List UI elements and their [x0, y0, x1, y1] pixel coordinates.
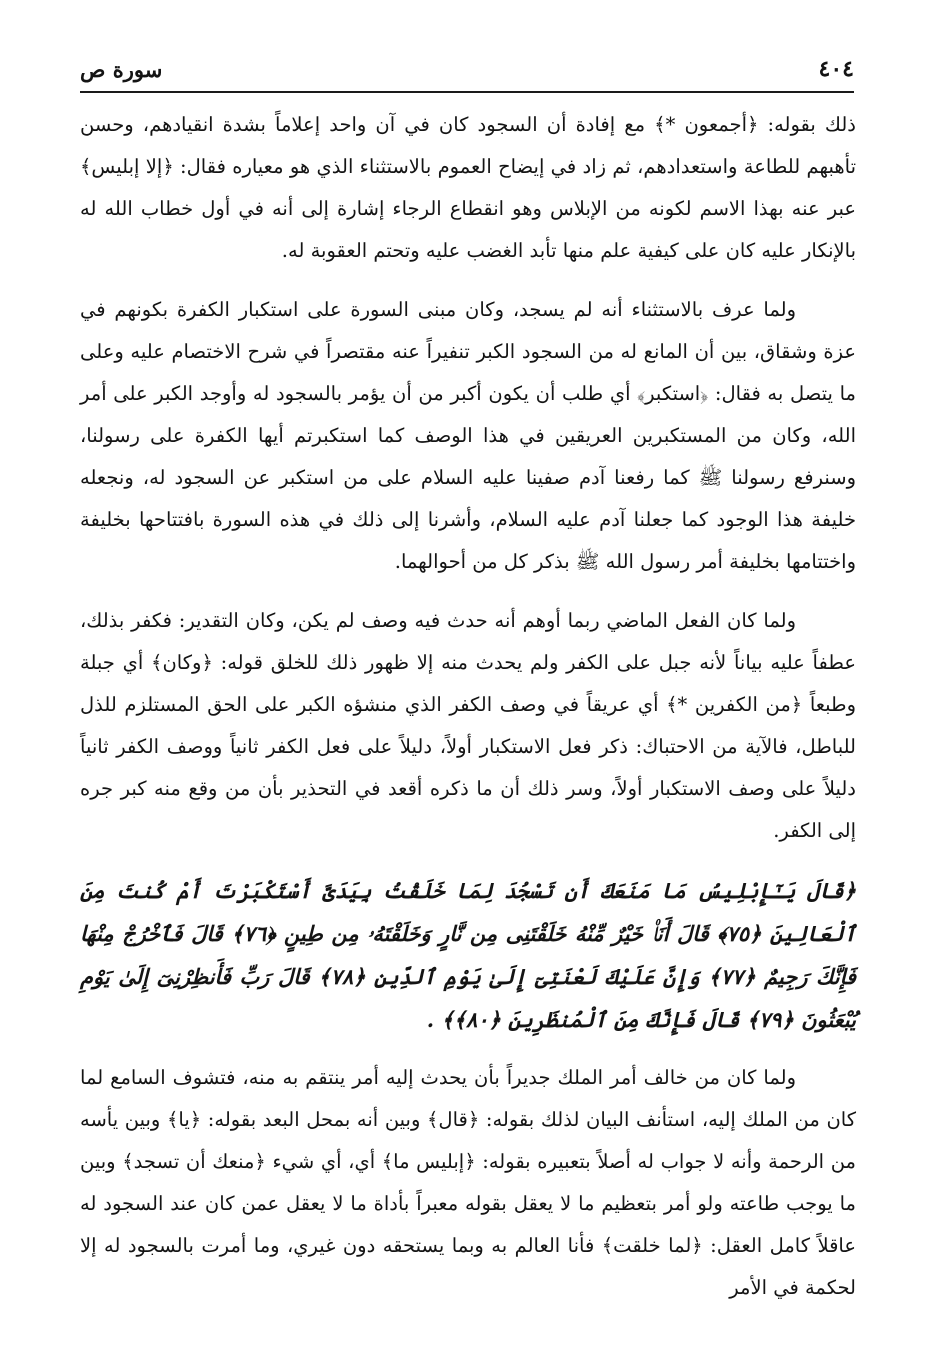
body-text	[80, 104, 856, 1326]
header-rule	[80, 91, 854, 93]
paragraph-2: ولما عرف بالاستثناء أنه لم يسجد، وكان مبنى السورة على استكبار الكفرة بكونهم في عزة وشقاق، بين أن المانع له من السجود الكبر تنفيراً عنه مقتصراً في شرح الاختصام عليه وعلى ما يتصل به فقال: ﴿استكبر﴾ أي طلب أن يكون أكبر من أن يؤمر بالسجود له وأوجد الكبر على أمر الله، وكان من المستكبرين العريقين في هذا الوصف كما استكبرتم أيها الكفرة على رسولنا، وسنرفع رسولنا ﷺ كما رفعنا آدم صفينا عليه السلام على من استكبر عن السجود له، ونجعله خليفة هذا الوجود كما جعلنا آدم عليه السلام، وأشرنا إلى ذلك في هذه السورة بافتتاحها بخليفة واختتامها بخليفة أمر رسول الله ﷺ بذكر كل من أحوالهما.	[80, 298, 856, 573]
running-head	[80, 52, 854, 86]
paragraph-1: ذلك بقوله: ﴿أجمعون *﴾ مع إفادة أن السجود كان في آن واحد إعلاماً بشدة انقيادهم، وحسن تأهبهم للطاعة واستعدادهم، ثم زاد في إيضاح العموم بالاستثناء الذي هو معياره فقال: ﴿إلا إبليس﴾ عبر عنه بهذا الاسم لكونه من الإبلاس وهو انقطاع الرجاء إشارة إلى أنه في أول خطاب الله له بالإنكار عليه كان على كيفية علم منها تأبد الغضب عليه وتحتم العقوبة له.	[80, 113, 856, 262]
surah-name: سورة ص	[80, 56, 163, 82]
page-number: ٤٠٤	[818, 56, 854, 82]
quran-verses: ﴿قَالَ يَـٰٓإِبْلِيسُ مَا مَنَعَكَ أَن تَسْجُدَ لِمَا خَلَقْتُ بِيَدَىَّ أَسْتَكْبَرْتَ أَمْ كُنتَ مِنَ ٱلْعَالِينَ ﴿٧٥﴾ قَالَ أَنَا۠ خَيْرٌ مِّنْهُ خَلَقْتَنِى مِن نَّارٍ وَخَلَقْتَهُۥ مِن طِينٍ ﴿٧٦﴾ قَالَ فَٱخْرُجْ مِنْهَا فَإِنَّكَ رَجِيمٌ ﴿٧٧﴾ وَإِنَّ عَلَيْكَ لَعْنَتِىٓ إِلَىٰ يَوْمِ ٱلدِّينِ ﴿٧٨﴾ قَالَ رَبِّ فَأَنظِرْنِىٓ إِلَىٰ يَوْمِ يُبْعَثُونَ ﴿٧٩﴾ قَالَ فَإِنَّكَ مِنَ ٱلْمُنظَرِينَ ﴿٨٠﴾﴾ .	[80, 878, 857, 1032]
paragraph-3: ولما كان الفعل الماضي ربما أوهم أنه حدث فيه وصف لم يكن، وكان التقدير: فكفر بذلك، عطفاً عليه بياناً لأنه جبل على الكفر ولم يحدث منه إلا ظهور ذلك للخلق قوله: ﴿وكان﴾ أي جبلة وطبعاً ﴿من الكفرين *﴾ أي عريقاً في وصف الكفر الذي منشؤه الكبر على الحق المستلزم للذل للباطل، فالآية من الاحتباك: ذكر فعل الاستكبار أولاً، دليلاً على فعل الكفر ثانياً ووصف الكفر ثانياً دليلاً على وصف الاستكبار أولاً، وسر ذلك أن ما ذكره أقعد في التحذير بأن من وقع منه كبر جره إلى الكفر.	[80, 609, 856, 842]
paragraph-4: ولما كان من خالف أمر الملك جديراً بأن يحدث إليه أمر ينتقم به منه، فتشوف السامع لما كان من الملك إليه، استأنف البيان لذلك بقوله: ﴿قال﴾ وبين أنه بمحل البعد بقوله: ﴿يا﴾ وبين يأسه من الرحمة وأنه لا جواب له أصلاً بتعبيره بقوله: ﴿إبليس ما﴾ أي، أي شيء ﴿منعك أن تسجد﴾ وبين ما يوجب طاعته ولو أمر بتعظيم ما لا يعقل بقوله معبراً بأداة ما لا يعقل عمن كان عند السجود له عاقلاً كامل العقل: ﴿لما خلقت﴾ فأنا العالم به وبما يستحقه دون غيري، وما أمرت بالسجود له إلا لحكمة في الأمر	[80, 1066, 856, 1299]
